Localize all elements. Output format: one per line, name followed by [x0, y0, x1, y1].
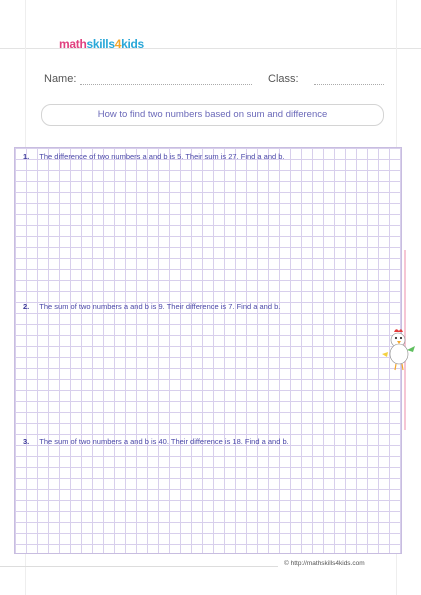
- question-2-number: 2.: [23, 302, 30, 311]
- logo-part-skills: skills: [86, 37, 115, 51]
- logo-part-4: 4: [114, 37, 122, 51]
- footer-divider: [0, 566, 278, 567]
- worksheet-title: How to find two numbers based on sum and difference: [41, 104, 384, 126]
- question-1: [23, 152, 285, 161]
- question-1-number: 1.: [23, 152, 30, 161]
- name-label: Name:: [44, 73, 77, 85]
- question-3-text: The sum of two numbers a and b is 40. Their difference is 18. Find a and b.: [39, 437, 289, 446]
- class-label: Class:: [268, 73, 299, 85]
- question-3: [23, 437, 289, 446]
- chicken-mascot-icon: [380, 326, 420, 374]
- question-2-text: The sum of two numbers a and b is 9. Their difference is 7. Find a and b.: [39, 302, 281, 311]
- logo-part-math: math: [59, 37, 87, 51]
- name-field-line[interactable]: [80, 84, 252, 85]
- class-field-line[interactable]: [314, 84, 384, 85]
- graph-paper-grid: [14, 147, 402, 554]
- question-2: [23, 302, 280, 311]
- question-3-number: 3.: [23, 437, 30, 446]
- logo-part-kids: kids: [121, 37, 144, 51]
- question-1-text: The difference of two numbers a and b is 5. Their sum is 27. Find a and b.: [39, 152, 285, 161]
- footer-copyright[interactable]: © http://mathskills4kids.com: [284, 560, 365, 567]
- site-logo: [59, 37, 144, 51]
